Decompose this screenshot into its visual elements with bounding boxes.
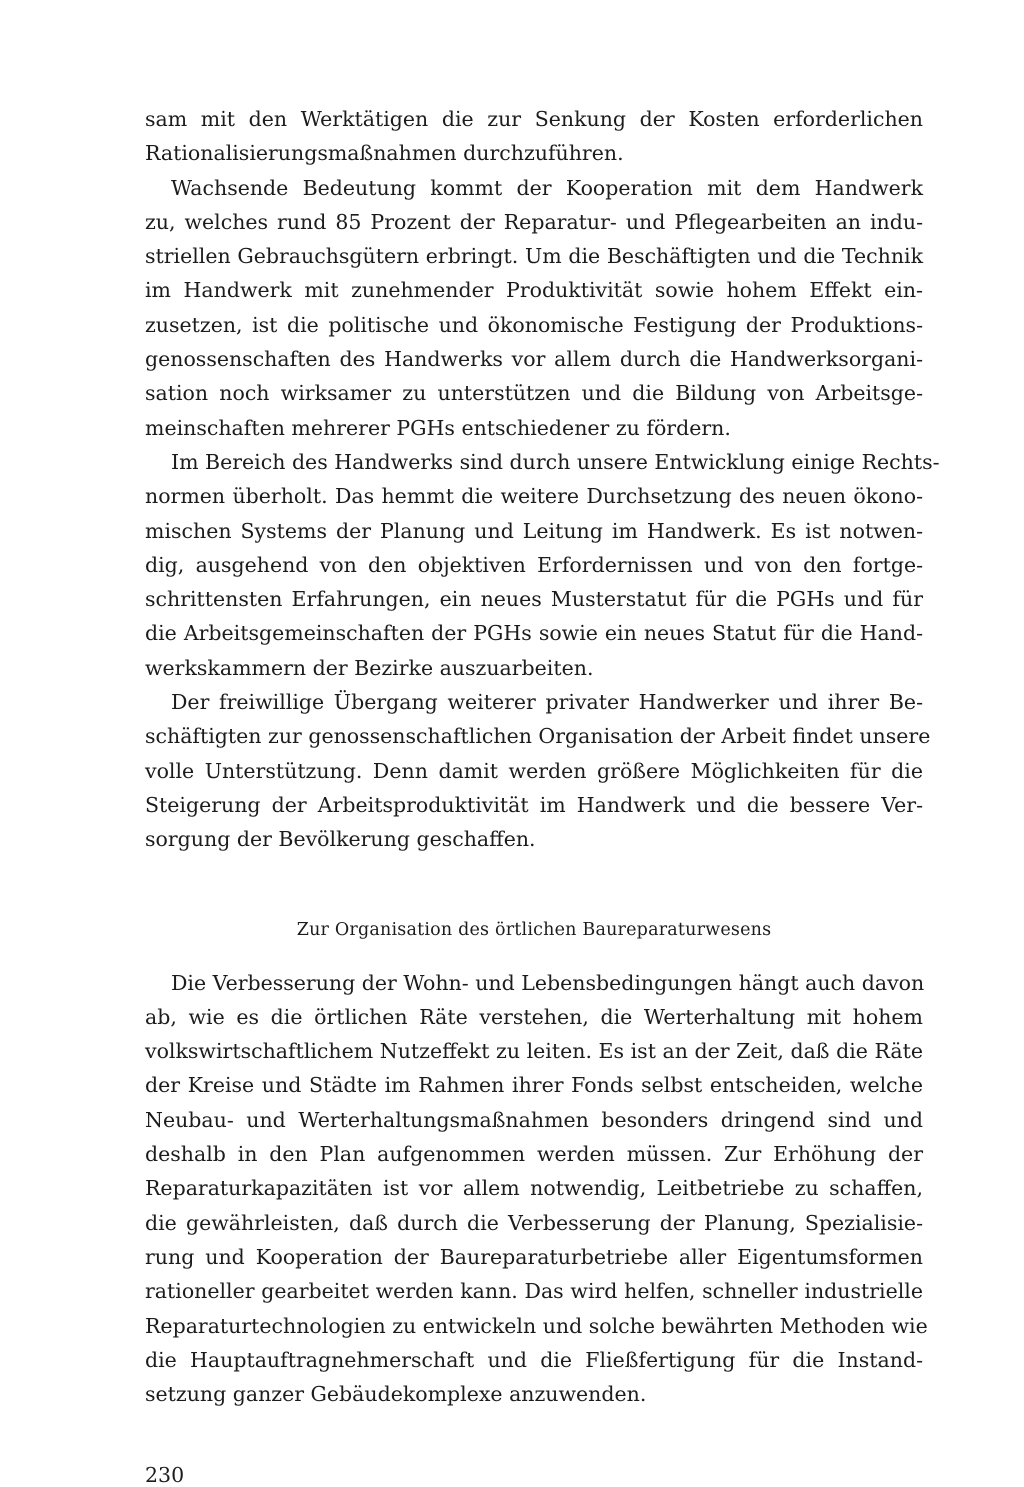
paragraph-4 xyxy=(145,685,931,856)
paragraph-3 xyxy=(145,445,940,685)
text-line: volkswirtschaftlichem Nutzeffekt zu leiten. Es ist an der Zeit, daß die Räte xyxy=(145,1039,923,1064)
paragraph-1 xyxy=(145,102,923,171)
text-line: Steigerung der Arbeitsproduktivität im Handwerk und die bessere Ver- xyxy=(145,792,923,817)
text-line: setzung ganzer Gebäudekomplexe anzuwenden. xyxy=(145,1382,647,1407)
text-line: werkskammern der Bezirke auszuarbeiten. xyxy=(145,655,594,680)
section-heading: Zur Organisation des örtlichen Baureparaturwesens xyxy=(296,919,772,940)
text-line: striellen Gebrauchsgütern erbringt. Um die Beschäftigten und die Technik xyxy=(145,244,923,269)
text-line: meinschaften mehrerer PGHs entschiedener zu fördern. xyxy=(145,415,731,440)
text-line: Reparaturtechnologien zu entwickeln und solche bewährten Methoden wie xyxy=(145,1313,928,1338)
text-line: sorgung der Bevölkerung geschaffen. xyxy=(145,827,536,852)
text-line: Reparaturkapazitäten ist vor allem notwendig, Leitbetriebe zu schaffen, xyxy=(145,1176,923,1201)
text-line: Rationalisierungsmaßnahmen durchzuführen. xyxy=(145,141,624,166)
paragraph-2 xyxy=(145,171,923,445)
text-line: Im Bereich des Handwerks sind durch unsere Entwicklung einige Rechts- xyxy=(171,449,940,474)
text-line: Neubau- und Werterhaltungsmaßnahmen besonders dringend sind und xyxy=(145,1107,923,1132)
text-line: normen überholt. Das hemmt die weitere Durchsetzung des neuen ökono- xyxy=(145,484,923,509)
text-line: volle Unterstützung. Denn damit werden größere Möglichkeiten für die xyxy=(145,758,923,783)
page-number: 230 xyxy=(145,1463,185,1487)
text-line: Die Verbesserung der Wohn- und Lebensbedingungen hängt auch davon xyxy=(171,970,925,995)
text-line: schrittensten Erfahrungen, ein neues Musterstatut für die PGHs und für xyxy=(145,587,923,612)
text-line: zusetzen, ist die politische und ökonomische Festigung der Produktions- xyxy=(145,312,923,337)
text-line: genossenschaften des Handwerks vor allem durch die Handwerksorgani- xyxy=(145,347,923,372)
text-line: mischen Systems der Planung und Leitung im Handwerk. Es ist notwen- xyxy=(145,518,923,543)
text-line: deshalb in den Plan aufgenommen werden müssen. Zur Erhöhung der xyxy=(145,1142,923,1167)
text-line: die Arbeitsgemeinschaften der PGHs sowie ein neues Statut für die Hand- xyxy=(145,621,923,646)
text-line: sation noch wirksamer zu unterstützen und die Bildung von Arbeitsge- xyxy=(145,381,923,406)
text-line: rung und Kooperation der Baureparaturbetriebe aller Eigentumsformen xyxy=(145,1244,923,1269)
text-line: ab, wie es die örtlichen Räte verstehen, die Werterhaltung mit hohem xyxy=(145,1004,923,1029)
text-line: die Hauptauftragnehmerschaft und die Fließfertigung für die Instand- xyxy=(145,1347,923,1372)
text-line: rationeller gearbeitet werden kann. Das wird helfen, schneller industrielle xyxy=(145,1279,923,1304)
text-line: die gewährleisten, daß durch die Verbesserung der Planung, Spezialisie- xyxy=(145,1210,923,1235)
text-line: dig, ausgehend von den objektiven Erfordernissen und von den fortge- xyxy=(145,552,923,577)
text-line: im Handwerk mit zunehmender Produktivität sowie hohem Effekt ein- xyxy=(145,278,923,303)
text-line: der Kreise und Städte im Rahmen ihrer Fonds selbst entscheiden, welche xyxy=(145,1073,923,1098)
text-line: sam mit den Werktätigen die zur Senkung der Kosten erforderlichen xyxy=(145,107,923,131)
text-line: zu, welches rund 85 Prozent der Reparatur- und Pflegearbeiten an indu- xyxy=(145,209,923,234)
document-page xyxy=(145,102,940,1487)
text-line: Wachsende Bedeutung kommt der Kooperation mit dem Handwerk xyxy=(171,175,923,200)
section-paragraph xyxy=(145,966,928,1412)
text-line: schäftigten zur genossenschaftlichen Organisation der Arbeit findet unsere xyxy=(145,724,931,749)
text-line: Der freiwillige Übergang weiterer privater Handwerker und ihrer Be- xyxy=(171,690,923,715)
